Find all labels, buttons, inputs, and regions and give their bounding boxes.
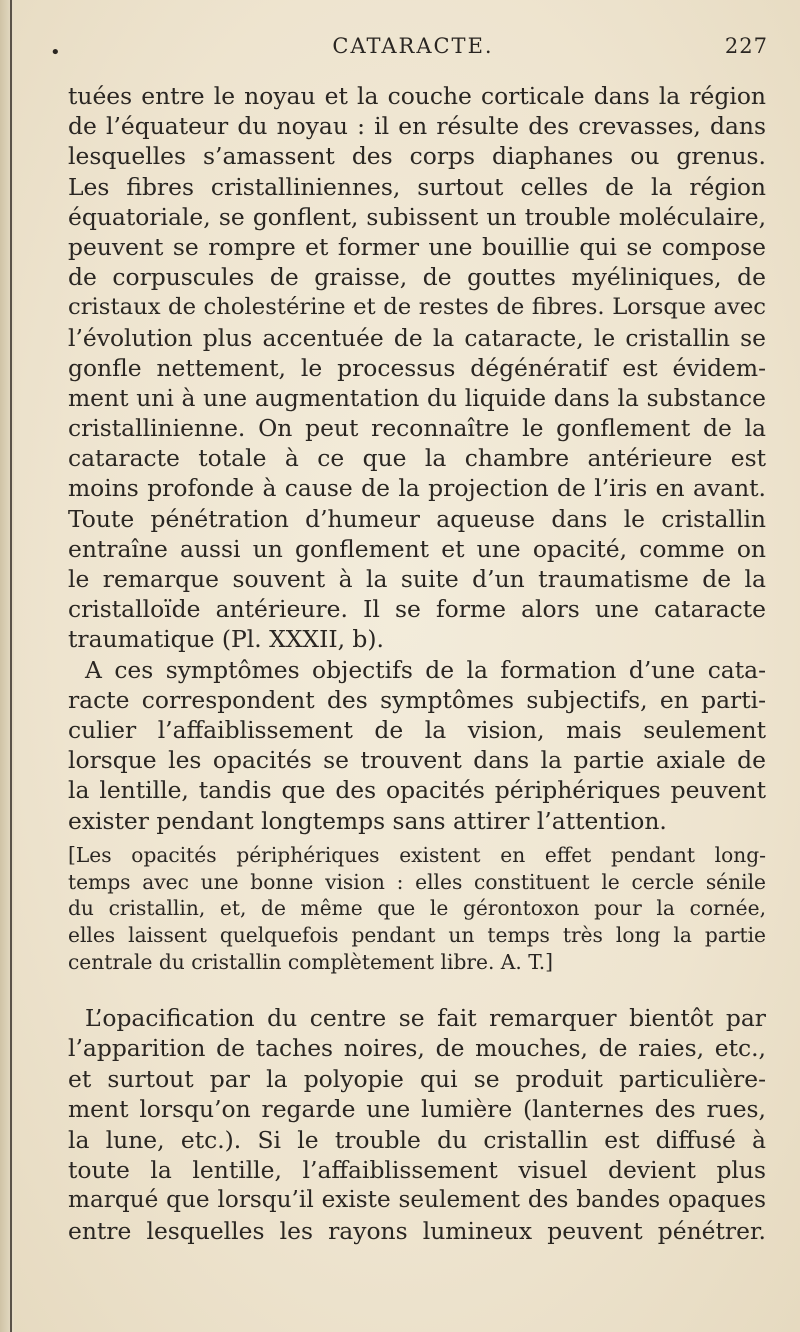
text-line: cristaux de cholestérine et de restes de fibres. Lorsque avec [68, 294, 766, 321]
note-line: [Les opacités périphériques existent en effet pendant long- [68, 843, 766, 867]
running-title: CATARACTE. [332, 34, 494, 58]
text-line: L’opacification du centre se fait remarquer bientôt par [85, 1004, 766, 1032]
text-line: de corpuscules de graisse, de gouttes myéliniques, de [68, 263, 766, 292]
text-line: la lentille, tandis que des opacités périphériques peuvent [68, 776, 766, 805]
text-line: traumatique (Pl. XXXII, b). [68, 625, 384, 654]
text-line: la lune, etc.). Si le trouble du cristallin est diffusé à [68, 1125, 766, 1154]
text-line: lesquelles s’amassent des corps diaphanes ou grenus. [68, 142, 766, 171]
note-line: du cristallin, et, de même que le gérontoxon pour la cornée, [68, 896, 766, 921]
text-line: le remarque souvent à la suite d’un traumatisme de la [68, 565, 766, 593]
text-line: de l’équateur du noyau : il en résulte des crevasses, dans [68, 112, 766, 141]
text-line: équatoriale, se gonflent, subissent un trouble moléculaire, [68, 202, 766, 231]
text-line: Toute pénétration d’humeur aqueuse dans le cristallin [68, 504, 766, 533]
text-line: tuées entre le noyau et la couche corticale dans la région [68, 82, 766, 110]
text-line: moins profonde à cause de la projection de l’iris en avant. [68, 474, 766, 503]
text-line: lorsque les opacités se trouvent dans la partie axiale de [68, 746, 766, 775]
text-line: ment lorsqu’on regarde une lumière (lanternes des rues, [68, 1095, 766, 1124]
text-line: Les fibres cristalliniennes, surtout celles de la région [68, 172, 766, 201]
main-text-block [68, 81, 766, 836]
text-line: toute la lentille, l’affaiblissement visuel devient plus [68, 1155, 766, 1184]
text-line: ment uni à une augmentation du liquide dans la substance [68, 383, 766, 412]
text-line: A ces symptômes objectifs de la formation d’une cata- [85, 655, 766, 684]
text-line: et surtout par la polyopie qui se produit particulière- [68, 1064, 766, 1093]
note-line: temps avec une bonne vision : elles constituent le cercle sénile [68, 869, 766, 894]
text-line: l’apparition de taches noires, de mouches, de raies, etc., [68, 1034, 766, 1063]
text-line: culier l’affaiblissement de la vision, mais seulement [68, 715, 766, 744]
header-bullet: • [50, 42, 61, 63]
text-line: marqué que lorsqu’il existe seulement des bandes opaques [68, 1186, 766, 1214]
text-line: cataracte totale à ce que la chambre antérieure est [68, 444, 766, 473]
text-line: entraîne aussi un gonflement et une opacité, comme on [68, 534, 766, 563]
text-line: gonfle nettement, le processus dégénératif est évidem- [68, 353, 766, 382]
text-line: entre lesquelles les rayons lumineux peuvent pénétrer. [68, 1216, 766, 1245]
text-line: l’évolution plus accentuée de la cataracte, le cristallin se [68, 323, 766, 352]
translator-note [68, 842, 766, 975]
text-line: peuvent se rompre et former une bouillie qui se compose [68, 232, 766, 261]
text-line: racte correspondent des symptômes subjectifs, en parti- [68, 685, 766, 714]
page-number: 227 [724, 34, 768, 58]
text-line: cristalloïde antérieure. Il se forme alors une cataracte [68, 595, 766, 624]
note-line: elles laissent quelquefois pendant un temps très long la partie [68, 923, 766, 948]
gutter-rule [10, 0, 12, 1332]
paragraph-opacification [68, 1003, 766, 1246]
text-line: exister pendant longtemps sans attirer l’attention. [68, 806, 667, 835]
running-header [50, 34, 768, 74]
note-line: centrale du cristallin complètement libre. A. T.] [68, 949, 554, 974]
text-line: cristallinienne. On peut reconnaître le gonflement de la [68, 414, 766, 443]
